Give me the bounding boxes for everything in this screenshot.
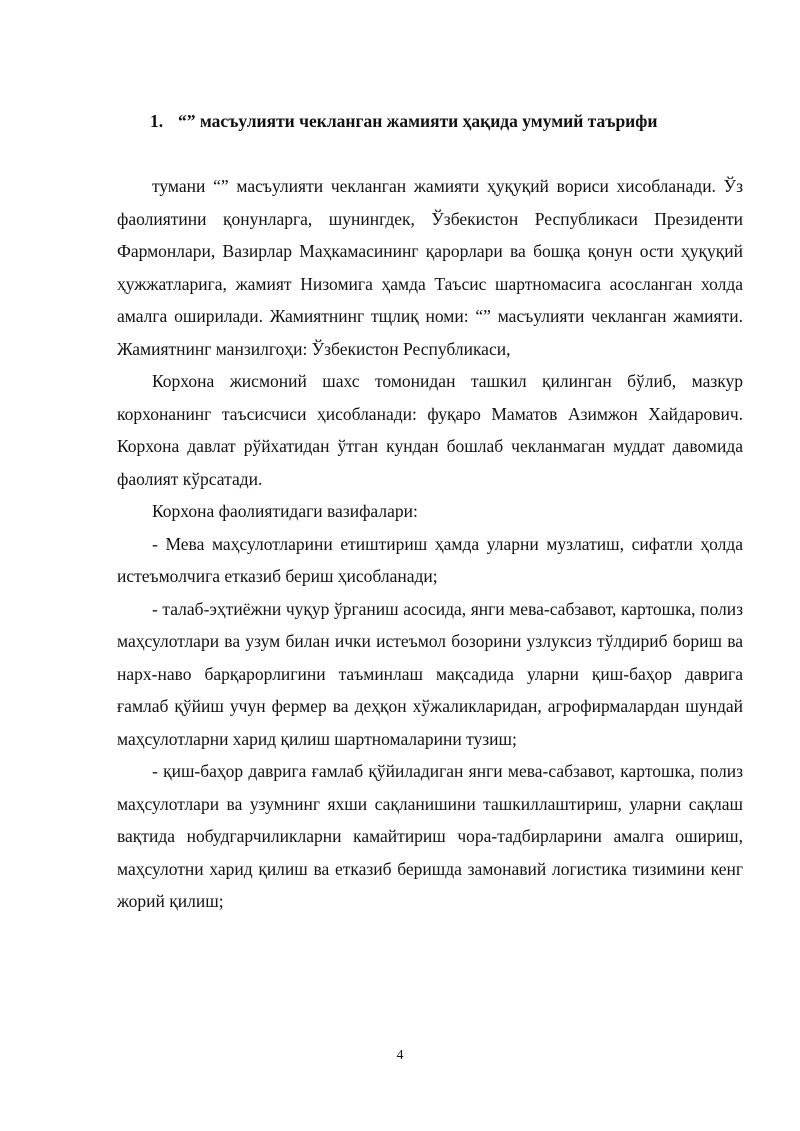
section-heading (150, 109, 657, 133)
body-text (117, 170, 743, 918)
paragraph-founder: Корхона жисмоний шахс томонидан ташкил қилинган бўлиб, мазкур корхонанинг таъсисчиси ҳисобланади: фуқаро Маматов Азимжон Хайдарович. Корхона давлат рўйхатидан ўтган кундан бошлаб чекланмаган муддат давомида фаолият кўрсатади. (117, 371, 743, 489)
list-item-task-3: - қиш-баҳор даврига ғамлаб қўйиладиган янги мева-сабзавот, картошка, полиз маҳсулотлари ва узумнинг яхши сақланишини ташкиллаштириш, уларни сақлаш вақтида нобудгарчиликларни камайтириш чора-тадбирларини амалга ошириш, маҳсулотни харид қилиш ва етказиб беришда замонавий логистика тизимини кенг жорий қилиш; (117, 761, 743, 911)
paragraph-intro: тумани “” масъулияти чекланган жамияти ҳуқуқий вориси хисобланади. Ўз фаолиятини қонунларга, шунингдек, Ўзбекистон Республикаси Президенти Фармонлари, Вазирлар Маҳкамасининг қарорлари ва бошқа қонун ости ҳуқуқий ҳужжатларига, жамият Низомига ҳамда Таъсис шартномасига асосланган холда амалга оширилади. Жамиятнинг тщлиқ номи: “” масъулияти чекланган жамияти. Жамиятнинг манзилгоҳи: Ўзбекистон Республикаси, (117, 176, 743, 359)
list-item-task-1: - Мева маҳсулотларини етиштириш ҳамда уларни музлатиш, сифатли ҳолда истеъмолчига етказиб бериш ҳисобланади; (117, 533, 743, 586)
section-number: 1. (150, 111, 164, 131)
page-number: 4 (396, 1048, 404, 1063)
section-title: “” масъулияти чекланган жамияти ҳақида умумий таърифи (178, 111, 658, 131)
list-item-task-2: - талаб-эҳтиёжни чуқур ўрганиш асосида, янги мева-сабзавот, картошка, полиз маҳсулотлари ва узум билан ички истеъмол бозорини узлуксиз тўлдириб бориш ва нарх-наво барқарорлигини таъминлаш мақсадида уларни қиш-баҳор даврига ғамлаб қўйиш учун фермер ва деҳқон хўжаликларидан, агрофирмалардан шундай маҳсулотларни харид қилиш шартномаларини тузиш; (117, 598, 743, 749)
paragraph-tasks-heading: Корхона фаолиятидаги вазифалари: (152, 501, 418, 521)
